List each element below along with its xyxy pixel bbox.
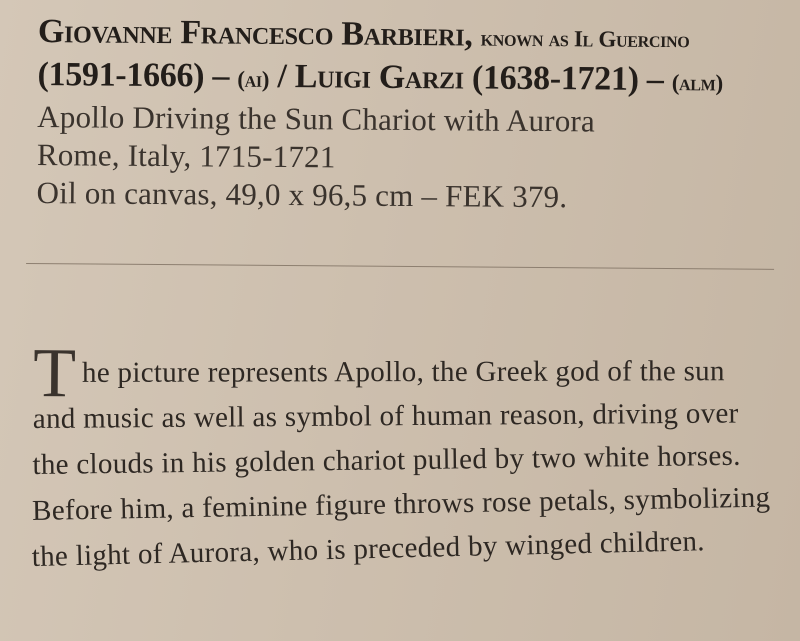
artwork-place-date: Rome, Italy, 1715-1721 (36, 137, 336, 175)
artwork-medium: Oil on canvas, 49,0 x 96,5 cm – FEK 379. (36, 175, 568, 215)
artist-b-tag: (alm) (671, 70, 724, 96)
description-line-4: Before him, a feminine figure throws rose petals, symbolizing (31, 481, 771, 528)
artist-b-name: Luigi Garzi (294, 58, 464, 97)
divider-line (26, 263, 774, 270)
description-line-1: he picture represents Apollo, the Greek god of the sun (81, 355, 725, 389)
artist-separator: / (269, 57, 295, 96)
artist-a-dates: (1591-1666) – (37, 56, 238, 95)
artist-line-2 (37, 55, 777, 104)
artist-a-alias: known as Il Guercino (480, 25, 690, 53)
artwork-header (36, 12, 778, 218)
description-line-3: the clouds in his golden chariot pulled by two white horses. (32, 439, 741, 482)
artwork-title: Apollo Driving the Sun Chariot with Aurora (37, 99, 596, 139)
artist-a-tag: (ai) (237, 66, 270, 92)
description-line-5: the light of Aurora, who is preceded by winged children. (31, 525, 706, 574)
dropcap-letter: T (32, 335, 77, 413)
artist-line-1 (38, 12, 778, 61)
artist-b-dates: (1638-1721) – (463, 59, 672, 99)
description-line-2: and music as well as symbol of human reason, driving over (32, 397, 739, 436)
artist-a-name: Giovanne Francesco Barbieri, (37, 13, 481, 54)
artwork-description (31, 335, 794, 586)
